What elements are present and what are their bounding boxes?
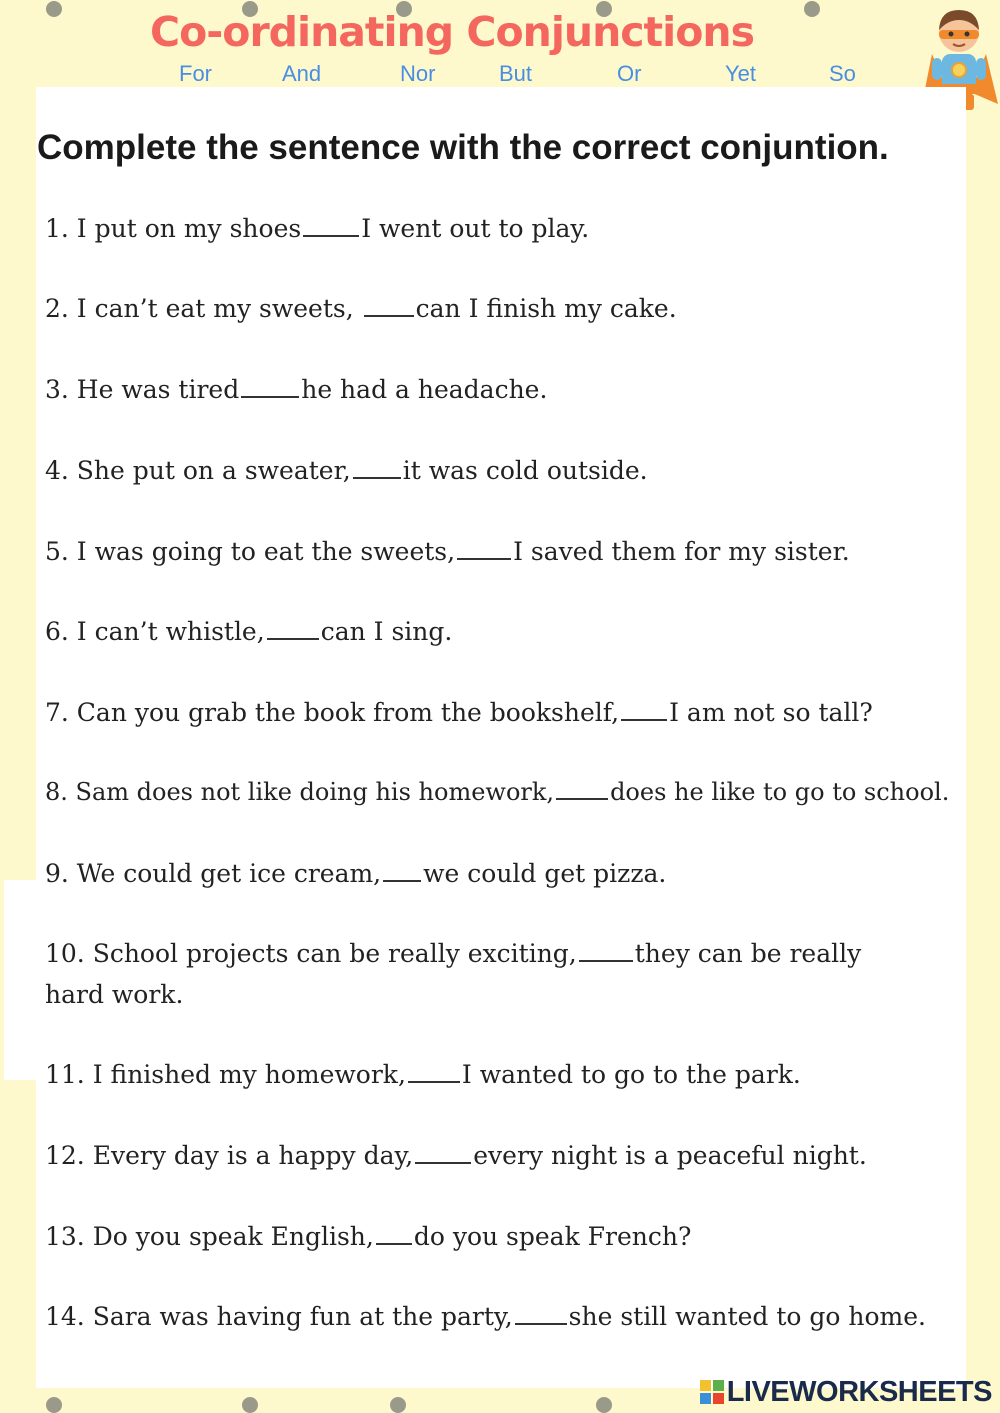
question-text: 2. I can’t eat my sweets,	[45, 294, 354, 323]
question-text: 11. I finished my homework,	[45, 1060, 406, 1089]
question-text: I saved them for my sister.	[513, 537, 850, 566]
question-text: 6. I can’t whistle,	[45, 617, 265, 646]
question-text: 1. I put on my shoes	[45, 214, 302, 243]
question-12	[45, 1135, 985, 1176]
question-text: can I sing.	[320, 617, 453, 646]
question-text: 3. He was tired	[45, 375, 240, 404]
answer-blank[interactable]	[241, 374, 299, 398]
question-text: do you speak French?	[413, 1222, 692, 1251]
binder-hole	[390, 1397, 406, 1413]
worksheet-panel	[36, 87, 966, 1388]
question-text: 14. Sara was having fun at the party,	[45, 1302, 513, 1331]
question-text: 4. She put on a sweater,	[45, 456, 351, 485]
question-text: 13. Do you speak English,	[45, 1222, 374, 1251]
instruction-heading: Complete the sentence with the correct conjuntion.	[37, 128, 889, 167]
question-text: I am not so tall?	[669, 698, 873, 727]
question-1	[45, 208, 985, 249]
liveworksheets-brand	[700, 1374, 992, 1410]
conjunction-yet: Yet	[725, 61, 757, 86]
question-text: 10. School projects can be really exciting,	[45, 939, 577, 968]
question-text: 12. Every day is a happy day,	[45, 1141, 414, 1170]
question-text: does he like to go to school.	[610, 778, 950, 806]
question-10	[45, 933, 925, 1015]
question-text: she still wanted to go home.	[568, 1302, 926, 1331]
question-11	[45, 1054, 985, 1095]
question-2	[45, 288, 985, 329]
answer-blank[interactable]	[353, 455, 401, 479]
question-5	[45, 531, 985, 572]
conjunction-but: But	[499, 61, 533, 86]
binder-hole	[242, 1397, 258, 1413]
question-13	[45, 1216, 985, 1257]
question-text: every night is a peaceful night.	[473, 1141, 867, 1170]
conjunction-so: So	[829, 61, 856, 86]
brand-text: LIVEWORKSHEETS	[726, 1375, 992, 1408]
question-text: I wanted to go to the park.	[461, 1060, 801, 1089]
question-7	[45, 692, 985, 733]
answer-blank[interactable]	[556, 776, 608, 800]
question-text: he had a headache.	[301, 375, 548, 404]
conjunction-or: Or	[617, 61, 642, 86]
answer-blank[interactable]	[621, 697, 667, 721]
question-text: we could get pizza.	[423, 859, 667, 888]
answer-blank[interactable]	[376, 1221, 412, 1245]
answer-blank[interactable]	[579, 938, 633, 962]
side-strip	[4, 880, 36, 1080]
binder-hole	[46, 1, 62, 17]
answer-blank[interactable]	[267, 616, 319, 640]
answer-blank[interactable]	[415, 1140, 471, 1164]
answer-blank[interactable]	[303, 213, 359, 237]
binder-hole	[804, 1, 820, 17]
answer-blank[interactable]	[408, 1059, 460, 1083]
question-text: I went out to play.	[361, 214, 590, 243]
question-text: 7. Can you grab the book from the bookshelf,	[45, 698, 620, 727]
conjunction-nor: Nor	[400, 61, 436, 86]
answer-blank[interactable]	[383, 858, 421, 882]
conjunction-for: For	[179, 61, 212, 86]
question-text: 8. Sam does not like doing his homework,	[45, 778, 555, 806]
answer-blank[interactable]	[515, 1301, 567, 1325]
question-3	[45, 369, 985, 410]
answer-blank[interactable]	[364, 293, 414, 317]
question-14	[45, 1296, 985, 1337]
question-text: it was cold outside.	[402, 456, 648, 485]
question-text: 9. We could get ice cream,	[45, 859, 382, 888]
binder-hole	[596, 1397, 612, 1413]
conjunction-and: And	[282, 61, 322, 86]
question-9	[45, 853, 985, 894]
question-text: they can be really hard work.	[45, 939, 862, 1009]
question-text: 5. I was going to eat the sweets,	[45, 537, 456, 566]
answer-blank[interactable]	[457, 536, 511, 560]
binder-hole	[46, 1397, 62, 1413]
question-6	[45, 611, 985, 652]
question-text: can I finish my cake.	[415, 294, 677, 323]
question-8	[45, 772, 985, 813]
page-title: Co-ordinating Conjunctions	[150, 8, 754, 56]
question-4	[45, 450, 985, 491]
liveworksheets-logo-icon	[700, 1380, 724, 1404]
